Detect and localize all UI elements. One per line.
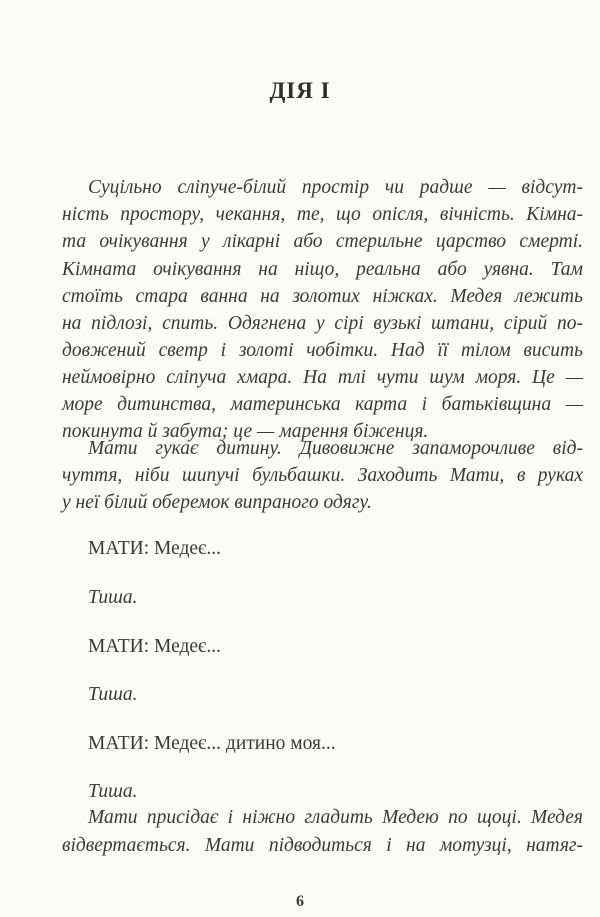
text-line: море дитинства, материнська карта і батьківщина — — [62, 394, 583, 415]
text-line: стоїть стара ванна на золотих ніжках. Медея лежить — [62, 286, 583, 307]
text-line: Мати гукає дитину. Дивовижне запаморочливе від- — [88, 438, 583, 459]
text-line: чуття, ніби шипучі бульбашки. Заходить Мати, в руках — [62, 465, 583, 486]
text-line: неймовірно сліпуча хмара. На тлі чути шум моря. Це — — [62, 367, 583, 388]
stage-direction: Тиша. — [88, 684, 138, 705]
dialogue-line: МАТИ: Медеє... — [88, 538, 222, 559]
text-line: покинута й забута; це — марення біженця. — [62, 421, 429, 442]
stage-direction: Тиша. — [88, 587, 138, 608]
text-line: ність простору, чекання, те, що опісля, вічність. Кімна- — [62, 204, 583, 225]
text-line: Суцільно сліпуче-білий простір чи радше — відсут- — [88, 177, 583, 198]
text-line: довжений светр і золоті чобітки. Над її тілом висить — [62, 340, 583, 361]
page-number: 6 — [296, 893, 304, 910]
text-line: у неї білий оберемок випраного одягу. — [62, 492, 372, 513]
text-line: на підлозі, спить. Одягнена у сірі вузькі штани, сірий по- — [62, 313, 583, 334]
text-line: відвертається. Мати підводиться і на мотузці, натяг- — [62, 835, 583, 856]
text-line: Мати присідає і ніжно гладить Медею по щоці. Медея — [88, 807, 583, 828]
text-line: Кімната очікування на ніщо, реальна або уявна. Там — [62, 259, 583, 280]
dialogue-line: МАТИ: Медеє... дитино моя... — [88, 733, 336, 754]
dialogue-line: МАТИ: Медеє... — [88, 636, 222, 657]
act-heading: ДІЯ І — [269, 78, 331, 103]
text-line: та очікування у лікарні або стерильне царство смерті. — [62, 231, 583, 252]
stage-direction: Тиша. — [88, 781, 138, 802]
